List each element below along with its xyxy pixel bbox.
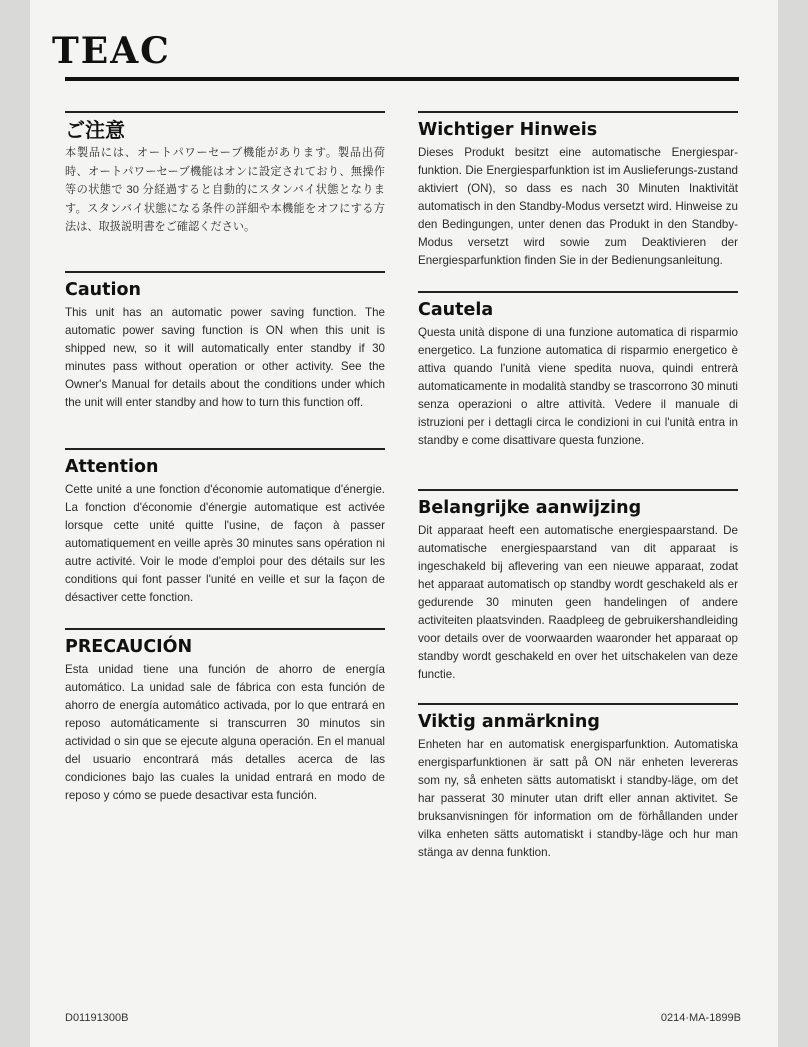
section-body-japanese: 本製品には、オートパワーセーブ機能があります。製品出荷時、オートパワーセーブ機能はオンに設定されており、無操作等の状態で 30 分経過すると自動的にスタンバイ状態となります。スタンバイ状態になる条件の詳細や本機能をオフにする方法は、取扱説明書をご確認ください。 bbox=[65, 147, 385, 234]
section-title-english: Caution bbox=[65, 280, 141, 300]
section-body-french: Cette unité a une fonction d'économie automatique d'énergie. La fonction d'économie d'énergie automatique est activée lorsque cette unité quitte l'usine, de façon à passer automatiquement en veille après 30 minutes sans opération ni autre activité. Voir le mode d'emploi pour des détails sur les conditions qui font passer l'unité en veille et sur la façon de désactiver cette fonction. bbox=[65, 483, 385, 604]
section-body-spanish: Esta unidad tiene una función de ahorro de energía automático. La unidad sale de fábrica con esta función de ahorro de energía automático activada, por lo que entrará en reposo automáticamente si transcurren 30 minutos sin actividad o sin que se ejecute alguna operación. En el manual del usuario encontrará más detalles acerca de las condiciones bajo las cuales la unidad entrará en modo de reposo y cómo se puede desactivar esta función. bbox=[65, 663, 385, 802]
section-french bbox=[65, 448, 385, 628]
teac-logo: TEAC bbox=[52, 30, 171, 72]
section-spanish bbox=[65, 628, 385, 805]
section-title-italian: Cautela bbox=[418, 300, 494, 320]
right-column bbox=[418, 111, 738, 862]
section-title-spanish: PRECAUCIÓN bbox=[65, 637, 193, 657]
section-body-german: Dieses Produkt besitzt eine automatische Energiespar-funktion. Die Energiesparfunktion ist im Auslieferungs-zustand aktiviert (ON), so dass es nach 30 Minuten Inaktivität automatisch in den Standby-Modus versetzt wird. Hinweise zu den Bedingungen, unter denen das Produkt in den Standby-Modus versetzt wird sowie zum Deaktivieren der Energiesparfunktion finden Sie in der Bedienungsanleitung. bbox=[418, 146, 738, 267]
section-title-dutch: Belangrijke aanwijzing bbox=[418, 498, 642, 518]
section-english bbox=[65, 271, 385, 448]
section-title-japanese: ご注意 bbox=[65, 118, 125, 142]
section-body-english: This unit has an automatic power saving function. The automatic power saving function is ON when this unit is shipped new, so it will automatically enter standby if 30 minutes pass without operation or other activity. See the Owner's Manual for details about the conditions under which the unit will enter standby and how to turn this function off. bbox=[65, 306, 385, 409]
section-body-dutch: Dit apparaat heeft een automatische energiespaarstand. De automatische energiespaarstand van dit apparaat is ingeschakeld bij aflevering van een nieuwe apparaat, zodat het apparaat automatisch op standby wordt geschakeld als er gedurende 30 minuten geen handelingen of andere activiteiten plaatsvinden. Raadpleeg de gebruikershandleiding voor details over de voorwaarden waaronder het apparaat op standby wordt geschakeld en over het uitschakelen van deze functie. bbox=[418, 524, 738, 681]
section-german bbox=[418, 111, 738, 291]
section-body-italian: Questa unità dispone di una funzione automatica di risparmio energetico. La funzione automatica di risparmio energetico è attiva quando l'unità viene spedita nuova, quindi entrerà automaticamente in modalità standby se trascorrono 30 minuti senza operazioni o altre attività. Vedere il manuale di istruzioni per i dettagli circa le condizioni in cui l'unità entra in standby e come disattivare questa funzione. bbox=[418, 326, 738, 447]
section-title-german: Wichtiger Hinweis bbox=[418, 120, 598, 140]
left-column bbox=[65, 111, 385, 805]
document-code: D01191300B bbox=[65, 1012, 129, 1024]
section-title-swedish: Viktig anmärkning bbox=[418, 712, 600, 732]
section-body-swedish: Enheten har en automatisk energisparfunktion. Automatiska energisparfunktionen är satt på ON när enheten levereras som ny, så enheten sätts automatiskt i standby-läge, om det har passerat 30 minuter utan drift eller annan aktivitet. Se bruksanvisningen för information om de förhållanden under vilka enheten sätts automatiskt i standby-läge och hur man stänga av denna funktion. bbox=[418, 738, 738, 859]
section-title-french: Attention bbox=[65, 457, 159, 477]
header-rule bbox=[65, 77, 739, 81]
section-japanese bbox=[65, 111, 385, 271]
section-dutch bbox=[418, 489, 738, 703]
section-swedish bbox=[418, 703, 738, 862]
section-italian bbox=[418, 291, 738, 489]
print-code: 0214·MA-1899B bbox=[660, 1012, 741, 1024]
